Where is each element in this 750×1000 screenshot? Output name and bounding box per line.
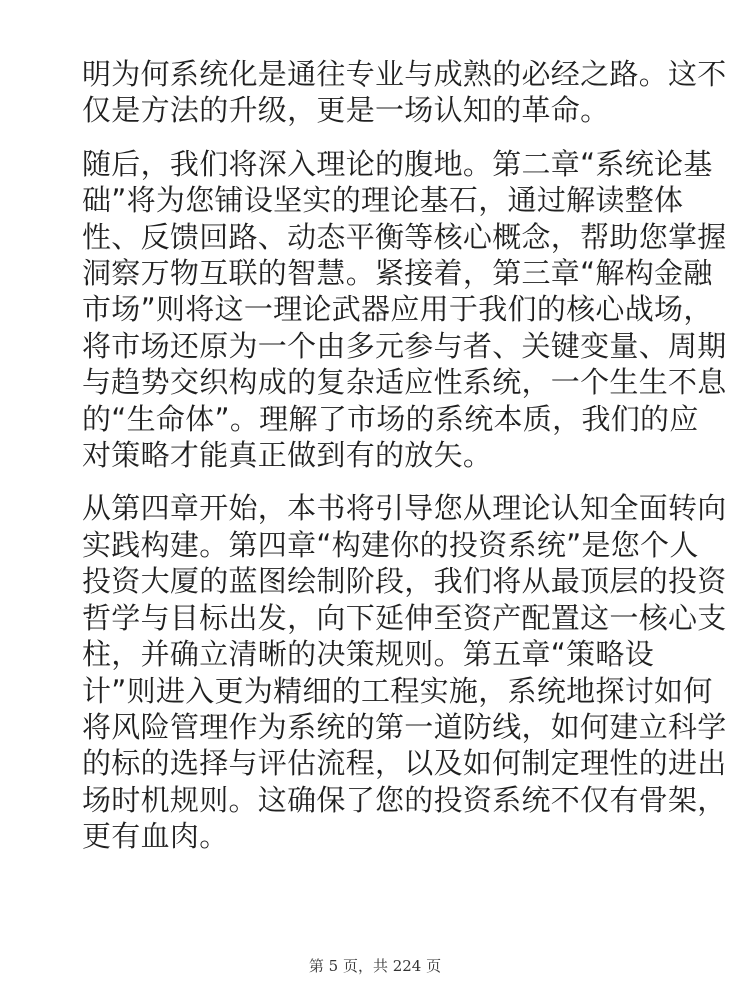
text-line: 柱，并确立清晰的决策规则。第五章“策略设 [82,637,655,672]
page-indicator: 第 5 页，共 224 页 [308,957,442,975]
text-line: 更有血肉。 [82,819,229,854]
text-line: 随后，我们将深入理论的腹地。第二章“系统论基 [82,146,713,181]
text-line: 与趋势交织构成的复杂适应性系统，一个生生不息 [82,365,727,400]
text-line: 性、反馈回路、动态平衡等核心概念，帮助您掌握 [82,219,727,254]
text-line: 市场”则将这一理论武器应用于我们的核心战场， [82,292,713,327]
paragraph [82,146,727,474]
paragraph [82,56,727,129]
text-line: 洞察万物互联的智慧。紧接着，第三章“解构金融 [82,256,713,291]
document-body [82,56,727,872]
text-line: 仅是方法的升级，更是一场认知的革命。 [82,93,610,128]
text-line: 从第四章开始，本书将引导您从理论认知全面转向 [82,491,727,526]
text-line: 明为何系统化是通往专业与成熟的必经之路。这不 [82,57,727,91]
paragraph [82,490,727,854]
text-line: 的“生命体”。理解了市场的系统本质，我们的应 [82,401,699,436]
text-line: 哲学与目标出发，向下延伸至资产配置这一核心支 [82,600,727,635]
text-line: 对策略才能真正做到有的放矢。 [82,438,493,473]
text-line: 计”则进入更为精细的工程实施，系统地探讨如何 [82,673,713,708]
text-line: 实践构建。第四章“构建你的投资系统”是您个人 [82,527,699,562]
text-line: 将风险管理作为系统的第一道防线，如何建立科学 [82,709,727,744]
text-line: 投资大厦的蓝图绘制阶段，我们将从最顶层的投资 [82,564,727,599]
text-line: 础”将为您铺设坚实的理论基石，通过解读整体 [82,183,684,218]
text-line: 的标的选择与评估流程，以及如何制定理性的进出 [82,746,727,781]
text-line: 场时机规则。这确保了您的投资系统不仅有骨架， [82,782,727,817]
text-line: 将市场还原为一个由多元参与者、关键变量、周期 [82,328,727,363]
